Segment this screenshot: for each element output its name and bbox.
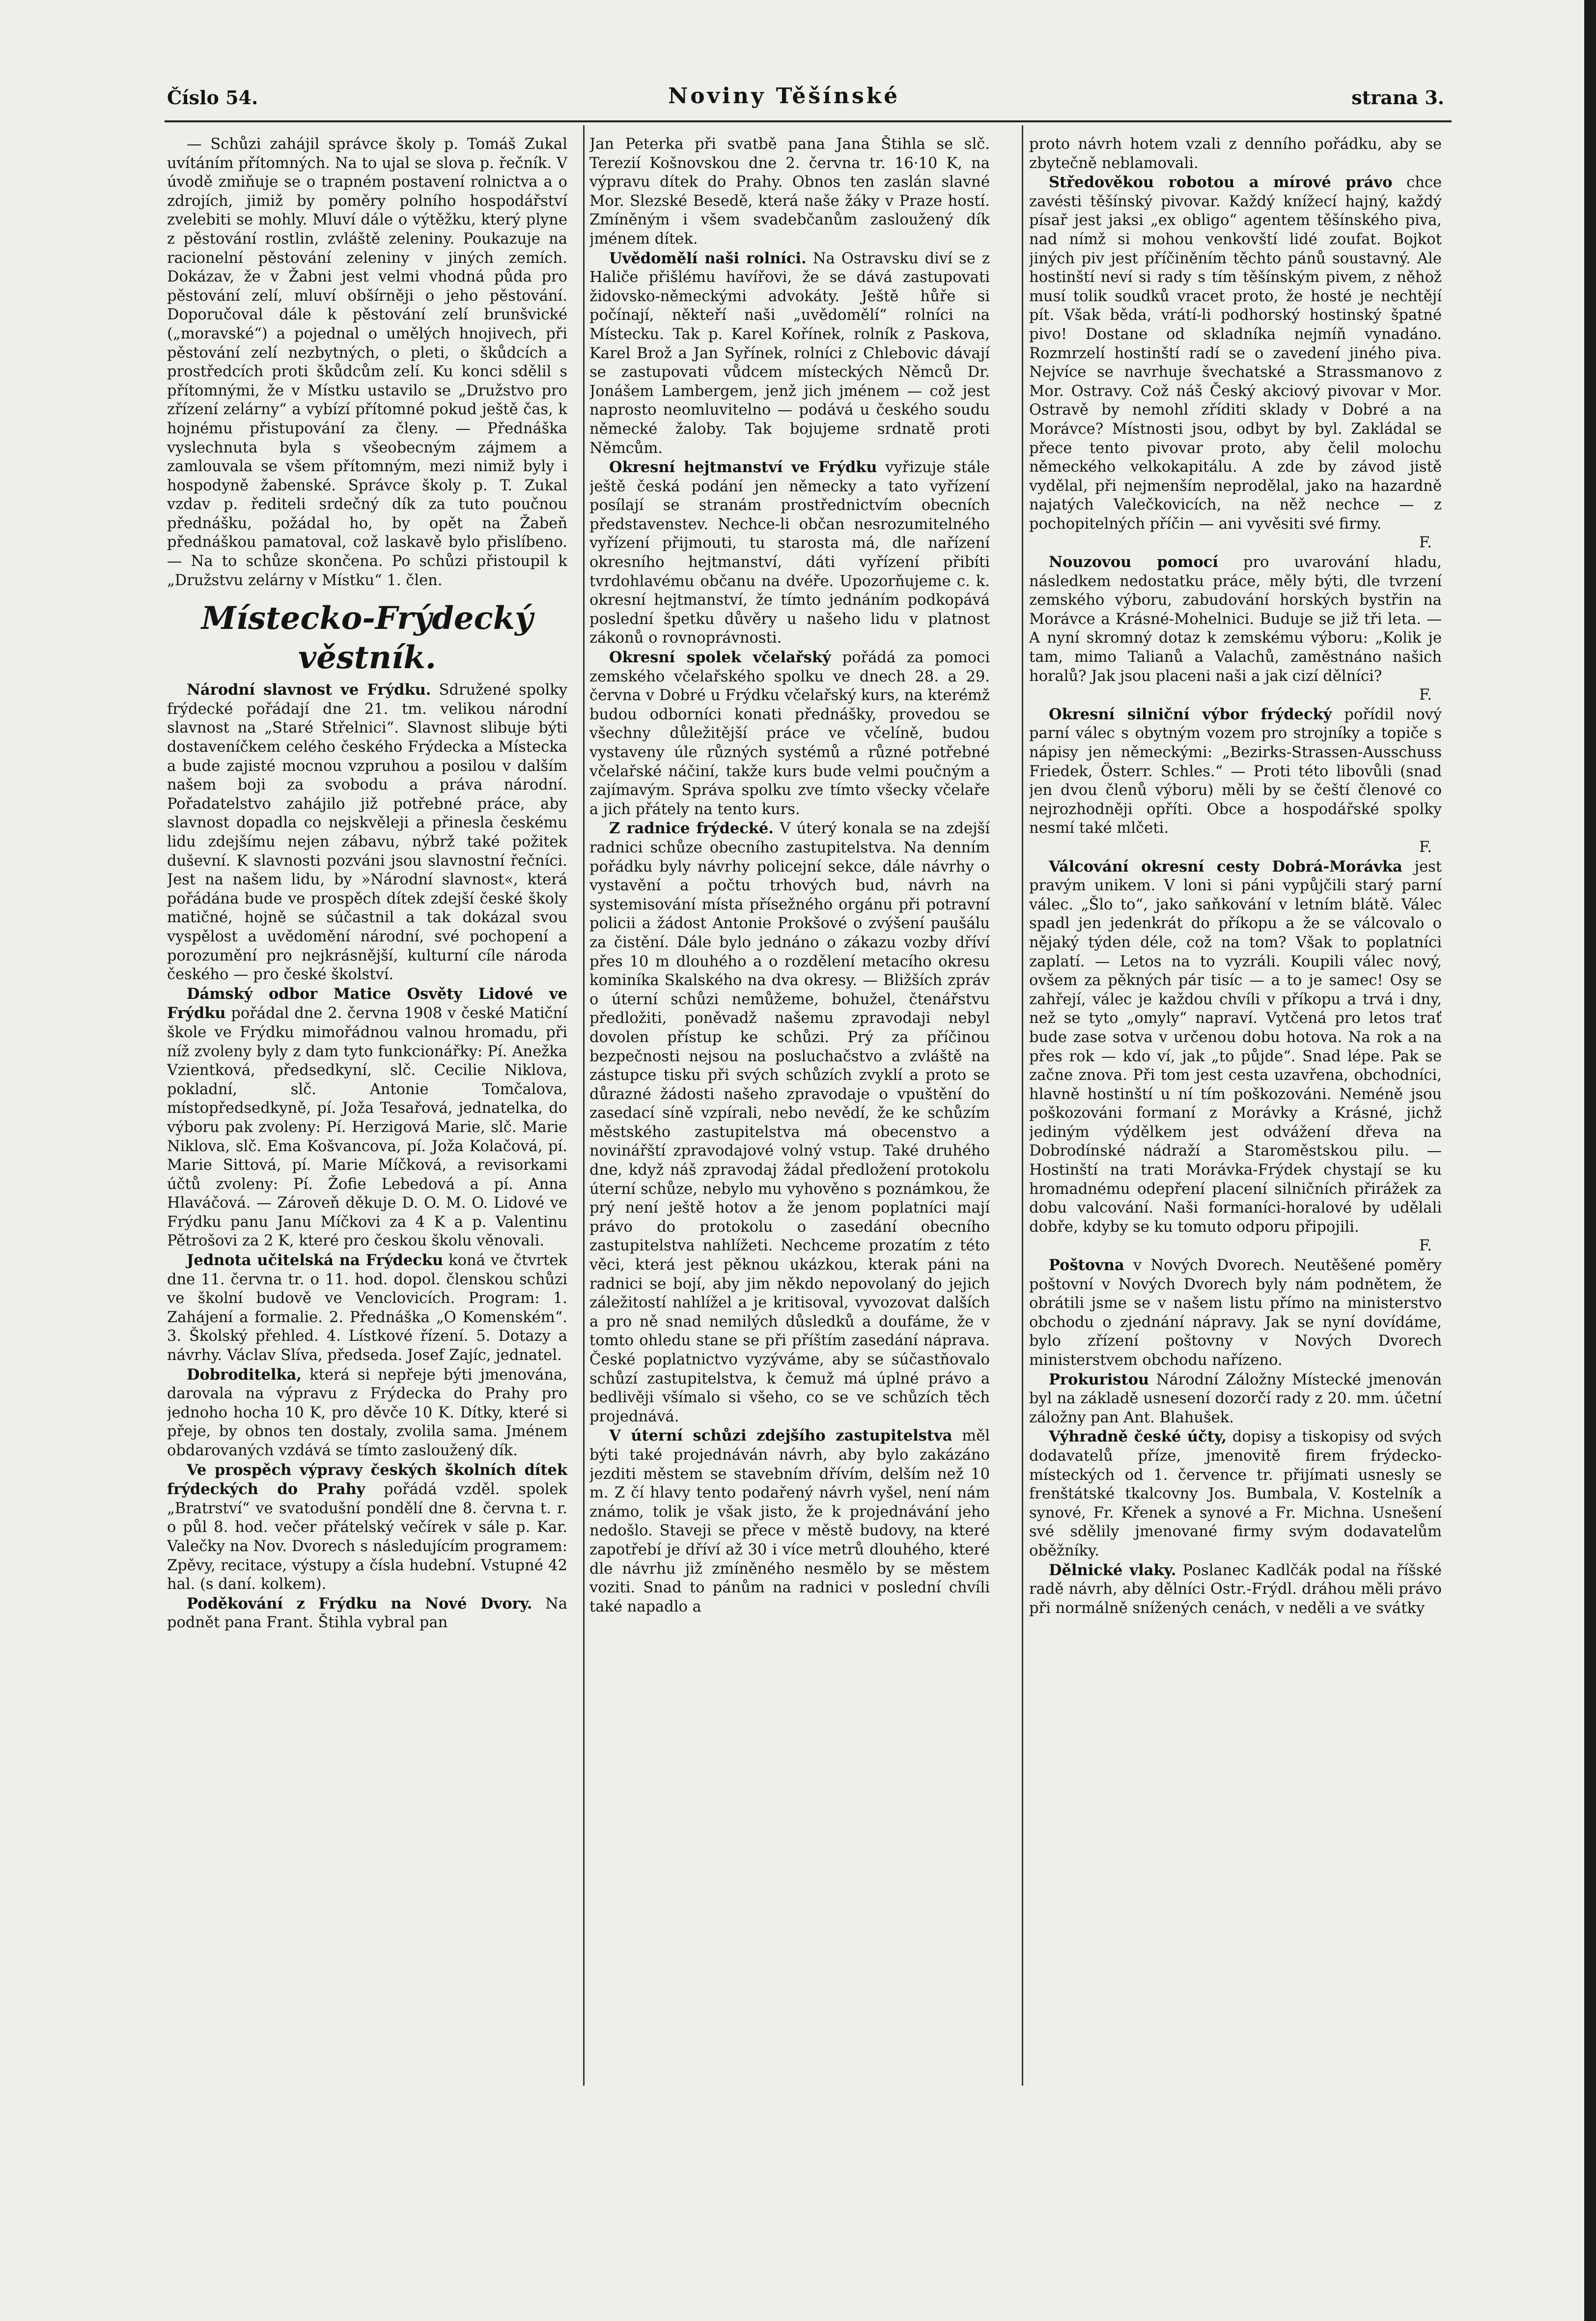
- article-body: dopisy a tiskopisy od svých dodavatelů příze, jmenovitě firem frýdecko-místeckých od 1. července tr. přijímati usnesly se frenštátské tkalcovny Jos. Bumbala, V. Kostelník a synové, Fr. Křenek a synové a Fr. Michna. Usnešení své sdělily jmenované firmy svým dodavatelům oběžníky.: [1029, 1428, 1442, 1559]
- article-podekovani: [167, 1594, 567, 1633]
- article-body: Na podnět pana Frant. Štihla vybral pan: [167, 1595, 567, 1632]
- article-body: Národní Záložny Místecké jmenován byl na základě usnesení dozorčí rady z 20. mm. účetní záložny pan Ant. Blahušek.: [1029, 1371, 1442, 1426]
- article-heading: Válcování okresní cesty Dobrá-Morávka: [1049, 857, 1402, 876]
- article-body: v Nových Dvorech. Neutěšené poměry poštovní v Nových Dvorech byly nám podnětem, že obrátili jsme se v našem listu přímo na ministerstvo obchodu o zjednání nápravy. Jak se nyní dovídáme, bylo zřízení poštovny v Nových Dvorech ministerstvem obchodu nařízeno.: [1029, 1257, 1442, 1369]
- article-heading: Ve prospěch výpravy českých školních dítek frýdeckých do Prahy: [167, 1461, 567, 1499]
- article-podekovani-cont: Jan Peterka při svatbě pana Jana Štihla se slč. Terezií Košnovskou dne 2. června tr. 16·10 K, na výpravu dítek do Prahy. Obnos ten zaslán slavné Mor. Slezské Besedě, která naše žáky v Praze hostí. Zmíněným i všem svadebčanům zasloužený dík jménem dítek.: [589, 136, 990, 248]
- article-heading: Středověkou robotou a mírové právo: [1049, 173, 1393, 192]
- article-jednota-ucitelska: [167, 1251, 567, 1365]
- article-heading: Z radnice frýdecké.: [609, 820, 774, 838]
- article-uterni-schuze: [589, 1426, 990, 1616]
- article-damsky-odbor: [167, 985, 567, 1251]
- article-prokurista: [1029, 1370, 1442, 1428]
- article-heading: Dělnické vlaky.: [1049, 1561, 1176, 1579]
- article-heading: Poděkování z Frýdku na Nové Dvory.: [187, 1594, 532, 1613]
- article-body: Na Ostravsku diví se z Haliče přišlému havířovi, že se dává zastupovati židovsko-německými advokáty. Ještě hůře si počínají, někteří naši „uvědomělí“ rolníci na Místecku. Tak p. Karel Kořínek, rolník z Paskova, Karel Brož a Jan Syřínek, rolníci z Chlebovic dávají se zastupovati vůdcem místeckých Němců Dr. Jonášem Lambergem, jenž jich jménem — což jest naprosto neomluvitelno — podává u českého soudu německé žaloby. Tak bojujeme srdnatě proti Němcům.: [589, 250, 990, 457]
- column-1: [167, 135, 567, 2086]
- signature: F.: [1419, 1237, 1432, 1255]
- article-heading: Národní slavnost ve Frýdku.: [187, 681, 431, 699]
- article-delnicke-vlaky: [1029, 1561, 1442, 1618]
- page-header: [167, 84, 1444, 123]
- article-tesinsky-pivovar: [1029, 173, 1442, 534]
- article-heading: Uvědomělí naši rolníci.: [609, 249, 807, 267]
- article-body: Poslanec Kadlčák podal na říšské radě návrh, aby dělníci Ostr.-Frýdl. dráhou měli právo při normálně snížených cenách, v neděli a ve svátky: [1029, 1561, 1442, 1617]
- article-body: pořádá za pomoci zemského včelařského spolku ve dnech 28. a 29. června v Dobré u Frýdku včelařský kurs, na kterémž budou odborníci konati přednášky, provedou se všechny důležitější práce ve včelíně, budou vystaveny úle různých systémů a různé potřebné včelařské náčiní, takže kurs bude velmi poučným a zajímavým. Správa spolku zve tímto všecky včelaře a jich přátely na tento kurs.: [589, 649, 990, 818]
- section-title: Místecko-Frýdecký věstník.: [201, 600, 533, 677]
- column-3: [1029, 135, 1442, 2086]
- article-body: V úterý konala se na zdejší radnici schůze obecního zastupitelstva. Na denním pořádku byly návrhy policejní sekce, dále návrhy o vystavění a počtu trhových bud, návrh na systemisování místa přísežného orgánu při potravní policii a žádost Antonie Prokšové o zvýšení paušálu za čistění. Dále bylo jednáno o zákazu vozby dříví přes 10 m dlouhého a o rozdělení metacího okresu kominíka Skalského na dva okresy. — Bližších zpráv o úterní schůzi nemůžeme, bohužel, čtenářstvu předložiti, poněvadž našemu zpravodaji nebyl dovolen přístup ke schůzi. Prý za příčinou bezpečnosti nejsou na posluchačstvo a zvláště na zástupce tisku při svých schůzích zvyklí a proto se důrazné žádosti našeho zpravodaje o vpuštění do zasedací síně vzpírali, nebo nevědí, že ke schůzím městského zastupitelstva má obecenstvo a novinářští zpravodajové volný vstup. Také druhého dne, když náš zpravodaj žádal předložení protokolu úterní schůze, nebylo mu vyhověno s poznámkou, že prý není ještě hotov a že jenom poplatníci mají právo do protokolu o zasedání obecního zastupitelstva nahlížeti. Nechceme prozatím z této věci, která jest pěknou ukázkou, kterak páni na radnici se bojí, aby jim někdo nepovolaný do jejich záležitostí nahlížel a je kritisoval, vyvozovat dalších a pro ně snad nemilých důsledků a doufáme, že v tomto ohledu stane se při příštím zasedání náprava. České poplatnictvo vyzýváme, aby se súčastňovalo schůzí zastupitelstva, k čemuž má úplné právo a bedlivěji všímalo si všeho, co se ve schůzích těch projednává.: [589, 820, 990, 1425]
- article-okresni-hejtmanstvi: [589, 458, 990, 648]
- issue-number: Číslo 54.: [167, 86, 258, 109]
- article-body: jest pravým unikem. V loni si páni vypůjčili starý parní válec. „Šlo to“, jako saňkování v letním blátě. Válec spadl jen jedenkrát do příkopu a že se válcovalo o nějaký týden déle, což na tom? Však to poplatníci zaplatí. — Letos na to vyzráli. Koupili válec nový, ovšem za pěkných pár tisíc — a to je samec! Osy se zahřejí, válec je každou chvíli v příkopu a trvá i dny, než se tyto „omyly“ napraví. Vytčená pro letos trať bude zase sotva v určenou dobu hotova. Na rok a na přes rok — kdo ví, jak „to půjde“. Snad lépe. Pak se začne znova. Při tom jest cesta uzavřena, obchodníci, hlavně hostinští u ní tím poškozováni. Neméně jsou poškozováni formaní z Morávky a Krásné, jichž jediným výdělkem jest odvážení dřeva na Dobrodínské nádraží a Staroměstskou pilu. — Hostinští na trati Morávka-Frýdek chystají se ku hromadnému odepření placení silničních přirážek za dobu valcování. Naši formaníci-horalové by udělali dobře, kdyby se ku tomuto odporu připojili.: [1029, 858, 1442, 1236]
- article-heading: Okresní silniční výbor frýdecký: [1049, 705, 1332, 723]
- article-body: chce zavésti těšínský pivovar. Každý knížecí hajný, každý písař jest jaksi „ex obligo“ agentem těšínského piva, nad nímž si mohou venkovští lidé zoufat. Bojkot jiných piv jest příčiněním těchto pánů soustavný. Ale hostinští neví si rady s tím těšínským pivem, z něhož musí tolik soudků vracet proto, že hosté je nechtějí pít. Však běda, vrátí-li podhorský hostinský špatné pivo! Dostane od skladníka nejmíň vynadáno. Rozmrzelí hostinští radí se o zavedení jiného piva. Nejvíce se navrhuje švechatské a Strassmanovo z Mor. Ostravy. Což náš Český akciový pivovar v Mor. Ostravě by nemohl zříditi sklady v Dobré a na Morávce? Místnosti jsou, odbyt by byl. Zakládal se přece tento pivovar proto, aby čelil molochu německého velkokapitálu. A zde by závod jistě vydělal, při nejmenším neprodělal, jako na hazardně najatých Valečkovicích, na něž nechce — z pochopitelných příčin — ani vyvěsiti své firmy.: [1029, 174, 1442, 533]
- article-vcelarsky-spolek: [589, 648, 990, 819]
- article-uterni-schuze-cont: proto návrh hotem vzali z denního pořádku, aby se zbytečně neblamovali.: [1029, 136, 1442, 172]
- article-body: vyřizuje stále ještě česká podání jen německy a tato vyřízení posílají se stranám prostřednictvím obecních představenstev. Nechce-li občan nesrozumitelného vyřízení přijmouti, tu starosta má, dle nařízení okresního hejtmanství, dáti vyřízení přibíti tvrdohlavému občanu na dvéře. Upozorňujeme c. k. okresní hejtmanství, že tímto jednáním podkopává poslední špetku důvěry u našeho lidu v platnost zákonů o rovnoprávnosti.: [589, 459, 990, 647]
- article-uvedomeli-rolnici: [589, 249, 990, 458]
- article-body: Sdružené spolky frýdecké pořádají dne 21. tm. velikou národní slavnost na „Staré Střelnici“. Slavnost slibuje býti dostaveníčkem celého českého Frýdecka a Místecka a bude zajisté mocnou vzpruhou a posilou v dalším našem boji za svobodu a práva národní. Pořadatelstvo zahájilo již potřebné práce, aby slavnost dopadla co nejskvěleji a přinesla českému lidu zdejšímu nejen zábavu, nýbrž také požitek duševní. K slavnosti pozváni jsou slavnostní řečníci. Jest na našem lidu, by »Národní slavnost«, která pořádána bude ve prospěch dítek zdejší české školy matičné, hojně se súčastnil a tak dokázal svou vyspělost a uvědomění národní, své pochopení a porozumění pro nejkrásnější, kulturní cíle národa českého — pro české školství.: [167, 681, 567, 984]
- article-vyprava-deti: [167, 1461, 567, 1594]
- header-rule: [165, 120, 1452, 122]
- article-body: pro uvarování hladu, následkem nedostatku práce, měly býti, dle tvrzení zemského výboru, zabudování horských bystřin na Morávce a Krásné-Mohelnici. Buduje se již tři leta. — A nyní skromný dotaz k zemskému výboru: „Kolik je tam, mimo Talianů a Valachů, zaměstnáno našich horalů? Jak jsou placeni naši a jak cizí dělníci?: [1029, 554, 1442, 685]
- article-heading: Okresní spolek včelařský: [609, 649, 831, 667]
- article-body: měl býti také projednáván návrh, aby bylo zakázáno jezditi městem se stavebním dřívím, delším než 10 m. Z čí hlavy tento podařený návrh vyšel, není nám známo, tolik je však jisto, že k projednávání jeho nedošlo. Staveji se přece v městě budovy, na které zapotřebí je dříví až 30 i více metrů dlouhého, které dle návrhu již zmíněného nesmělo by se městem voziti. Snad to pánům na radnici v poslední chvíli také napadlo a: [589, 1427, 990, 1615]
- newspaper-title: Noviny Těšínské: [668, 84, 900, 109]
- article-heading: Dobroditelka,: [187, 1365, 302, 1384]
- article-heading: Výhradně české účty,: [1049, 1428, 1227, 1446]
- column-2: [589, 135, 990, 2086]
- page-number: strana 3.: [1351, 86, 1444, 109]
- article-valcovani: [1029, 857, 1442, 1237]
- article-z-radnice: [589, 819, 990, 1426]
- article-body: koná ve čtvrtek dne 11. června tr. o 11. hod. dopol. členskou schůzi ve školní budově ve Venclovicích. Program: 1. Zahájení a formalie. 2. Přednáška „O Komenském“. 3. Školský přehled. 4. Lístkové řízení. 5. Dotazy a návrhy. Václav Slíva, předseda. Josef Zajíc, jednatel.: [167, 1252, 567, 1364]
- article-dobroditelka: [167, 1365, 567, 1461]
- scan-edge: [1584, 0, 1596, 2321]
- signature: F.: [1419, 686, 1432, 704]
- article-postovna: [1029, 1256, 1442, 1370]
- article-body: pořídil nový parní válec s obytným vozem pro strojníky a topiče s nápisy jen německými: „Bezirks-Strassen-Ausschuss Friedek, Österr. Schles.“ — Proti této libovůli (snad jen dvou členů výboru) měli by se čeští členové co nejrozhodněji opříti. Obce a hospodářské spolky nesmí také mlčeti.: [1029, 706, 1442, 837]
- article-body: pořádá vzděl. spolek „Bratrství“ ve svatodušní pondělí dne 8. června t. r. o půl 8. hod. večer přátelský večírek v sále p. Kar. Valečky na Nov. Dvorech s následujícím programem: Zpěvy, recitace, výstupy a čísla hudební. Vstupné 42 hal. (s daní. kolkem).: [167, 1481, 567, 1593]
- article-body: která si nepřeje býti jmenována, darovala na výpravu z Frýdecka do Prahy pro jednoho hocha 10 K, pro děvče 10 K. Dítky, které si přeje, by obnos ten dostaly, zvolila sama. Jménem obdarovaných vzdává se tímto zasloužený dík.: [167, 1366, 567, 1459]
- article-narodni-slavnost: [167, 680, 567, 985]
- article-heading: Poštovna: [1049, 1256, 1124, 1274]
- article-silnicni-vybor: [1029, 705, 1442, 838]
- article-ceske-ucty: [1029, 1427, 1442, 1560]
- signature: F.: [1419, 838, 1432, 856]
- article-heading: Okresní hejtmanství ve Frýdku: [609, 458, 877, 477]
- column-divider-2: [1022, 125, 1023, 2086]
- article-heading: Jednota učitelská na Frýdecku: [187, 1251, 444, 1270]
- article-nouzova-pomoc: [1029, 553, 1442, 686]
- article-zabni-lecture: — Schůzi zahájil správce školy p. Tomáš Zukal uvítáním přítomných. Na to ujal se slova p. řečník. V úvodě zmiňuje se o trapném postavení rolnictva a o zdrojích, jimiž by poměry polního hospodářství zvelebiti se mohly. Mluví dále o výtěžku, který plyne z pěstování rostlin, zvláště zeleniny. Poukazuje na racionelní pěstování zeleniny v jiných zemích. Dokázav, že v Žabni jest velmi vhodná půda pro pěstování zelí, mluví obšírněji o jeho pěstování. Doporučoval dále k pěstování zelí brunšvické („moravské“) a pojednal o umělých hnojivech, při pěstování zelí nezbytných, o pleti, o škůdcích a prostředcích proti škůdcům zelí. Ku konci sdělil s přítomnými, že v Místku ustavilo se „Družstvo pro zřízení zelárny“ a vybízí přítomné pokud ještě čas, k hojnému přistupování za členy. — Přednáška vyslechnuta byla s všeobecným zájmem a zamlouvala se všem přítomným, mezi nimiž byly i hospodyně žabenské. Správce školy p. T. Zukal vzdav p. řediteli srdečný dík za tuto poučnou přednášku, požádal ho, by opět na Žabeň přednáškou pamatoval, což laskavě bylo přislíbeno. — Na to schůze skončena. Po schůzi přistoupil k „Družstvu zelárny v Místku“ 1. člen.: [167, 136, 567, 589]
- signature: F.: [1419, 534, 1432, 552]
- article-heading: V úterní schůzi zdejšího zastupitelstva: [609, 1427, 952, 1445]
- column-divider-1: [583, 125, 585, 2086]
- article-heading: Dámský odbor Matice Osvěty Lidové ve Frýdku: [167, 985, 567, 1022]
- article-heading: Prokuristou: [1049, 1370, 1149, 1388]
- article-heading: Nouzovou pomocí: [1049, 553, 1218, 571]
- article-body: pořádal dne 2. června 1908 v české Matiční škole ve Frýdku mimořádnou valnou hromadu, při níž zvoleny byly z dam tyto funkcionářky: Pí. Anežka Vzientková, předsedkyní, slč. Cecilie Niklova, pokladní, slč. Antonie Tomčalova, místopředsedkyně, pí. Joža Tesařová, jednatelka, do výboru pak zvoleny: Pí. Herzigová Marie, slč. Marie Niklova, slč. Ema Košvancova, pí. Joža Kolačová, pí. Marie Sittová, pí. Marie Míčková, a revisorkami účtů zvoleny: Pí. Žofie Lebedová a pí. Anna Hlaváčová. — Zároveň děkuje D. O. M. O. Lidové ve Frýdku panu Janu Míčkovi za 4 K a p. Valentinu Pětrošovi za 2 K, které pro českou školu věnovali.: [167, 1005, 567, 1250]
